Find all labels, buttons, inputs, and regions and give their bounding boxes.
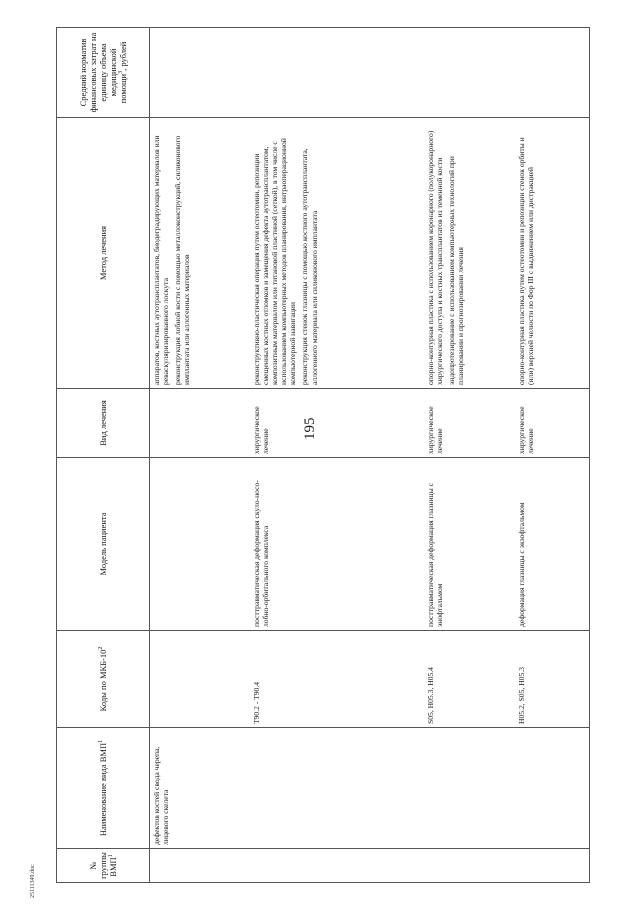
method-paragraph: реконструкция лобной кости с помощью металлоконструкций, силиконового имплантата или аллогенных материалов (173, 135, 192, 385)
table-row (515, 28, 590, 883)
method-paragraph: эндопротезирование с использованием компьютерных технологий при планировании и прогнозировании лечения (447, 156, 466, 385)
table-header-row (57, 28, 150, 883)
cell-type-name (515, 728, 590, 849)
cell-type-name (424, 728, 515, 849)
table-row (424, 28, 515, 883)
cell-icd-codes: T90.2 - T90.4 (250, 631, 424, 728)
cell-treatment-method (424, 118, 515, 389)
cell-icd-codes (150, 631, 251, 728)
table-row (150, 28, 251, 883)
method-paragraph: реконструкция стенок глазницы с помощью костного аутотрансплантата, аллогенного материала или силиконового имплантата (300, 148, 319, 385)
cell-treatment-kind (150, 389, 251, 458)
cell-group-no (515, 849, 590, 883)
cell-treatment-kind: хирургическое лечение (250, 389, 424, 458)
cell-icd-codes: S05, H05.3, H05.4 (424, 631, 515, 728)
cell-treatment-method (150, 118, 251, 389)
page-number: 195 (302, 417, 318, 440)
cell-avg-cost (424, 28, 515, 118)
cell-icd-codes: H05.2, S05, H05.3 (515, 631, 590, 728)
cell-group-no (150, 849, 251, 883)
cell-avg-cost (150, 28, 251, 118)
cell-type-name: дефектов костей свода черепа, лицевого скелета (150, 728, 251, 849)
cell-treatment-method (250, 118, 424, 389)
document-code: 25111349.doc (30, 864, 36, 898)
header-treatment-method: Метод лечения (57, 118, 150, 389)
cell-patient-model: посттравматическая деформация скуло-носо-лобно-орбитального комплекса (250, 458, 424, 631)
method-paragraph: опорно-контурная пластика с использованием коронарного (полукоронарного) хирургического доступа и костных трансплантатов из теменной кости (426, 130, 445, 385)
header-treatment-kind: Вид лечения (57, 389, 150, 458)
rotated-table-page (56, 28, 586, 883)
cell-patient-model: деформация глазницы с экзофтальмом (515, 458, 590, 631)
header-icd-codes: Коды по МКБ-$10^2$ (57, 631, 150, 728)
cell-avg-cost (515, 28, 590, 118)
header-avg-cost: Средний норматив финансовых затрат на единицу объема медицинской помощи$^3$, рублей (57, 28, 150, 118)
cell-treatment-method (515, 118, 590, 389)
table-row (250, 28, 424, 883)
cell-treatment-kind: хирургическое лечение (515, 389, 590, 458)
method-paragraph: аппаратов, костных аутотрансплантатов, биодеградирующих материалов или реваскуляризированного лоскута (152, 135, 171, 385)
vmp-table (56, 27, 590, 883)
cell-group-no (424, 849, 515, 883)
method-paragraph: опорно-контурная пластика путем остеотомии и репозиции стенок орбиты и (или) верхней челюсти по Фор III с выдвижением или дистракцией (517, 137, 536, 385)
cell-group-no (250, 849, 424, 883)
cell-treatment-kind: хирургическое лечение (424, 389, 515, 458)
header-patient-model: Модель пациента (57, 458, 150, 631)
cell-patient-model (150, 458, 251, 631)
cell-type-name (250, 728, 424, 849)
header-type-name: Наименование вида ВМП$^1$ (57, 728, 150, 849)
cell-patient-model: посттравматическая деформация глазницы с энофтальмом (424, 458, 515, 631)
cell-avg-cost (250, 28, 424, 118)
header-group-no: № группы ВМП$^1$ (57, 849, 150, 883)
method-paragraph: реконструктивно-пластическая операция путем остеотомии, репозиции смещенных костных отломков и замещения дефекта аутотрансплантатом, композитным материалом или титановой пластиной (сеткой), в том числе с использованием компьютерных методов планирования, интраоперационной компьютерной навигации (252, 138, 298, 385)
